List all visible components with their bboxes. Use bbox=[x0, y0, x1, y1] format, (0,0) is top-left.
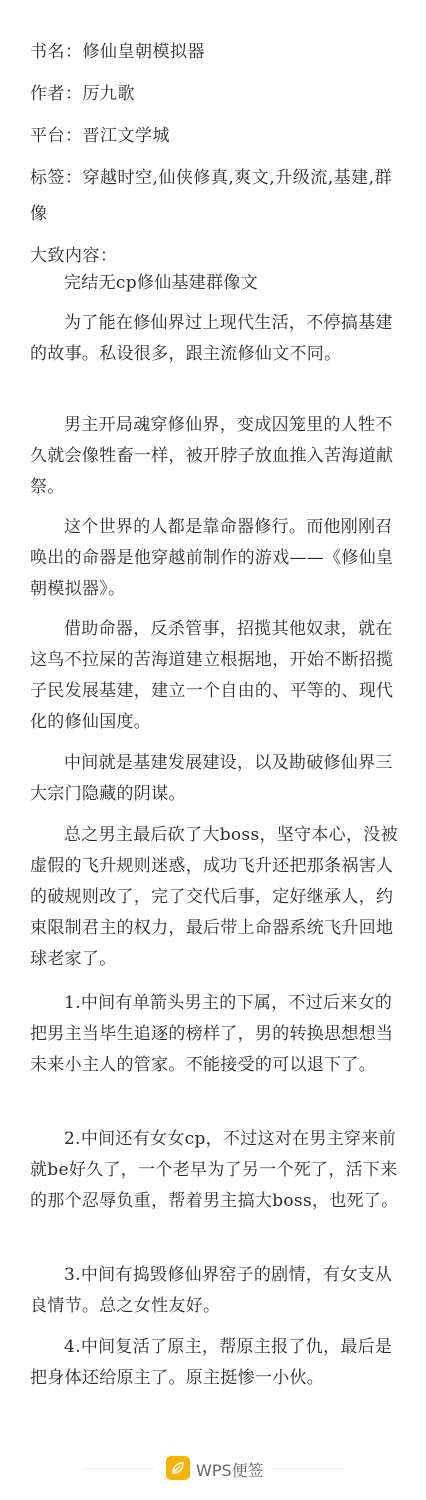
summary-paragraph: 中间就是基建发展建设，以及勘破修仙界三大宗门隐藏的阴谋。 bbox=[30, 753, 393, 804]
summary-paragraph: 完结无cp修仙基建群像文 bbox=[64, 273, 259, 293]
summary-paragraph: 这个世界的人都是靠命器修行。而他刚刚召唤出的命器是他穿越前制作的游戏——《修仙皇朝模拟器》。 bbox=[30, 517, 394, 599]
summary-paragraph: 3.中间有捣毁修仙界窑子的剧情，有女支从良情节。总之女性友好。 bbox=[30, 1265, 393, 1316]
footer-divider-left bbox=[82, 1468, 154, 1469]
wps-app-name: WPS便签 bbox=[196, 1461, 264, 1480]
book-platform: 平台：晋江文学城 bbox=[30, 126, 170, 146]
summary-paragraph: 4.中间复活了原主，帮原主报了仇，最后是把身体还给原主了。原主挺惨一小伙。 bbox=[30, 1337, 393, 1388]
book-title: 书名：修仙皇朝模拟器 bbox=[30, 42, 205, 62]
summary-paragraph: 男主开局魂穿修仙界，变成囚笼里的人牲不久就会像牲畜一样，被开脖子放血推入苦海道献祭。 bbox=[30, 415, 394, 497]
footer-divider-right bbox=[272, 1468, 344, 1469]
summary-paragraph: 2.中间还有女女cp，不过这对在男主穿来前就be好久了，一个老早为了另一个死了，活下来的那个忍辱负重，帮着男主搞大boss，也死了。 bbox=[30, 1129, 399, 1211]
summary-paragraph: 1.中间有单箭头男主的下属，不过后来女的把男主当毕生追逐的榜样了，男的转换思想想当未来小主人的管家。不能接受的可以退下了。 bbox=[30, 993, 394, 1075]
summary-paragraph: 总之男主最后砍了大boss，坚守本心，没被虚假的飞升规则迷惑，成功飞升还把那条祸害人的破规则改了，完了交代后事，定好继承人，约束限制君主的权力，最后带上命器系统飞升回地球老家了。 bbox=[30, 825, 398, 969]
wps-note-leaf-icon bbox=[166, 1456, 190, 1480]
summary-paragraph: 为了能在修仙界过上现代生活，不停搞基建的故事。私设很多，跟主流修仙文不同。 bbox=[30, 313, 393, 364]
summary-paragraph: 借助命器，反杀管事，招揽其他奴隶，就在这鸟不拉屎的苦海道建立根据地，开始不断招揽子民发展基建，建立一个自由的、平等的、现代化的修仙国度。 bbox=[30, 619, 394, 732]
summary-label: 大致内容： bbox=[30, 246, 118, 266]
book-tags: 标签：穿越时空,仙侠修真,爽文,升级流,基建,群像 bbox=[30, 168, 393, 224]
book-author: 作者：厉九歌 bbox=[30, 84, 135, 104]
footer-watermark bbox=[0, 1452, 426, 1484]
